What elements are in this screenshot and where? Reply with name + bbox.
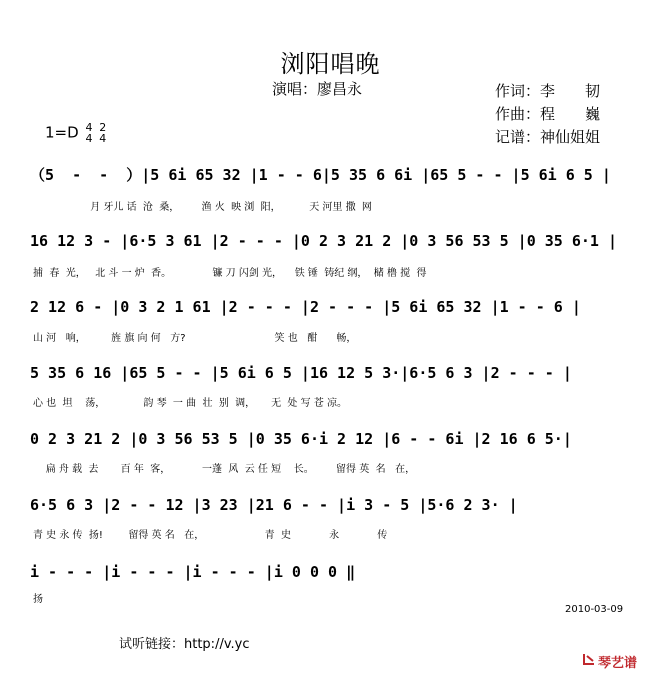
singer-credit: 演唱：廖昌永 — [272, 80, 363, 98]
brand-name: 琴艺谱 — [598, 656, 638, 671]
time-signature-1: 4 4 — [85, 121, 93, 145]
score-line-3-lyrics: 山 河 响， 旌 旗 向 何 方? 笑 也 酣 畅， — [33, 333, 357, 344]
audition-link[interactable]: 试听链接：http://v.yc — [119, 637, 250, 652]
score-line-4-notes: 5 35 6 16 |65 5 - - |5 6i 6 5 |16 12 5 3·|6·5 6 3 |2 - - - | — [30, 364, 572, 382]
transcription-date: 2010-03-09 — [565, 604, 624, 615]
song-title: 浏阳唱晚 — [280, 50, 381, 78]
key-signature — [45, 122, 106, 144]
score-line-3-notes: 2 12 6 - |0 3 2 1 61 |2 - - - |2 - - - |5 6i 65 32 |1 - - 6 | — [30, 298, 581, 316]
score-line-6-notes: 6·5 6 3 |2 - - 12 |3 23 |21 6 - - |i 3 - 5 |5·6 2 3· | — [30, 496, 518, 514]
brand-logo-icon — [582, 652, 596, 666]
transcriber-credit: 记谱：神仙姐姐 — [495, 128, 601, 146]
score-line-5-lyrics: 扁 舟 载 去 百 年 客， 一蓬 风 云 任 短 长。 留得 英 名 在， — [33, 464, 416, 475]
score-line-4-lyrics: 心 也 坦 荡， 韵 琴 一 曲 壮 别 调， 无 处 写 苍 凉。 — [33, 398, 347, 409]
score-line-1-notes: （5 - - ）|5 6i 65 32 |1 - - 6|5 35 6 6i |65 5 - - |5 6i 6 5 | — [30, 166, 611, 184]
score-line-7-lyrics: 扬 — [33, 594, 43, 605]
composer-credit: 作曲：程 巍 — [495, 105, 601, 123]
score-line-2-notes: 16 12 3 - |6·5 3 61 |2 - - - |0 2 3 21 2 |0 3 56 53 5 |0 35 6·1 | — [30, 232, 617, 250]
score-line-2-lyrics: 捕 春 光， 北 斗 一 炉 香。 镰 刀 闪剑 光， 铁 锤 铸纪 纲， 槠 橹 搅 得 — [33, 268, 427, 279]
time-signature-2: 2 4 — [99, 121, 107, 145]
lyricist-credit: 作词：李 韧 — [495, 82, 601, 100]
score-line-1-lyrics: 月 牙儿 话 沧 桑， 渔 火 映 浏 阳， 天 河里 撒 网 — [33, 202, 372, 213]
score-line-5-notes: 0 2 3 21 2 |0 3 56 53 5 |0 35 6·i 2 12 |6 - - 6i |2 16 6 5·| — [30, 430, 572, 448]
key-label: 1=D — [45, 123, 79, 142]
score-line-7-notes: i - - - |i - - - |i - - - |i 0 0 0 ‖ — [30, 563, 356, 581]
score-line-6-lyrics: 青 史 永 传 扬! 留得 英 名 在， 青 史 永 传 — [33, 530, 388, 541]
